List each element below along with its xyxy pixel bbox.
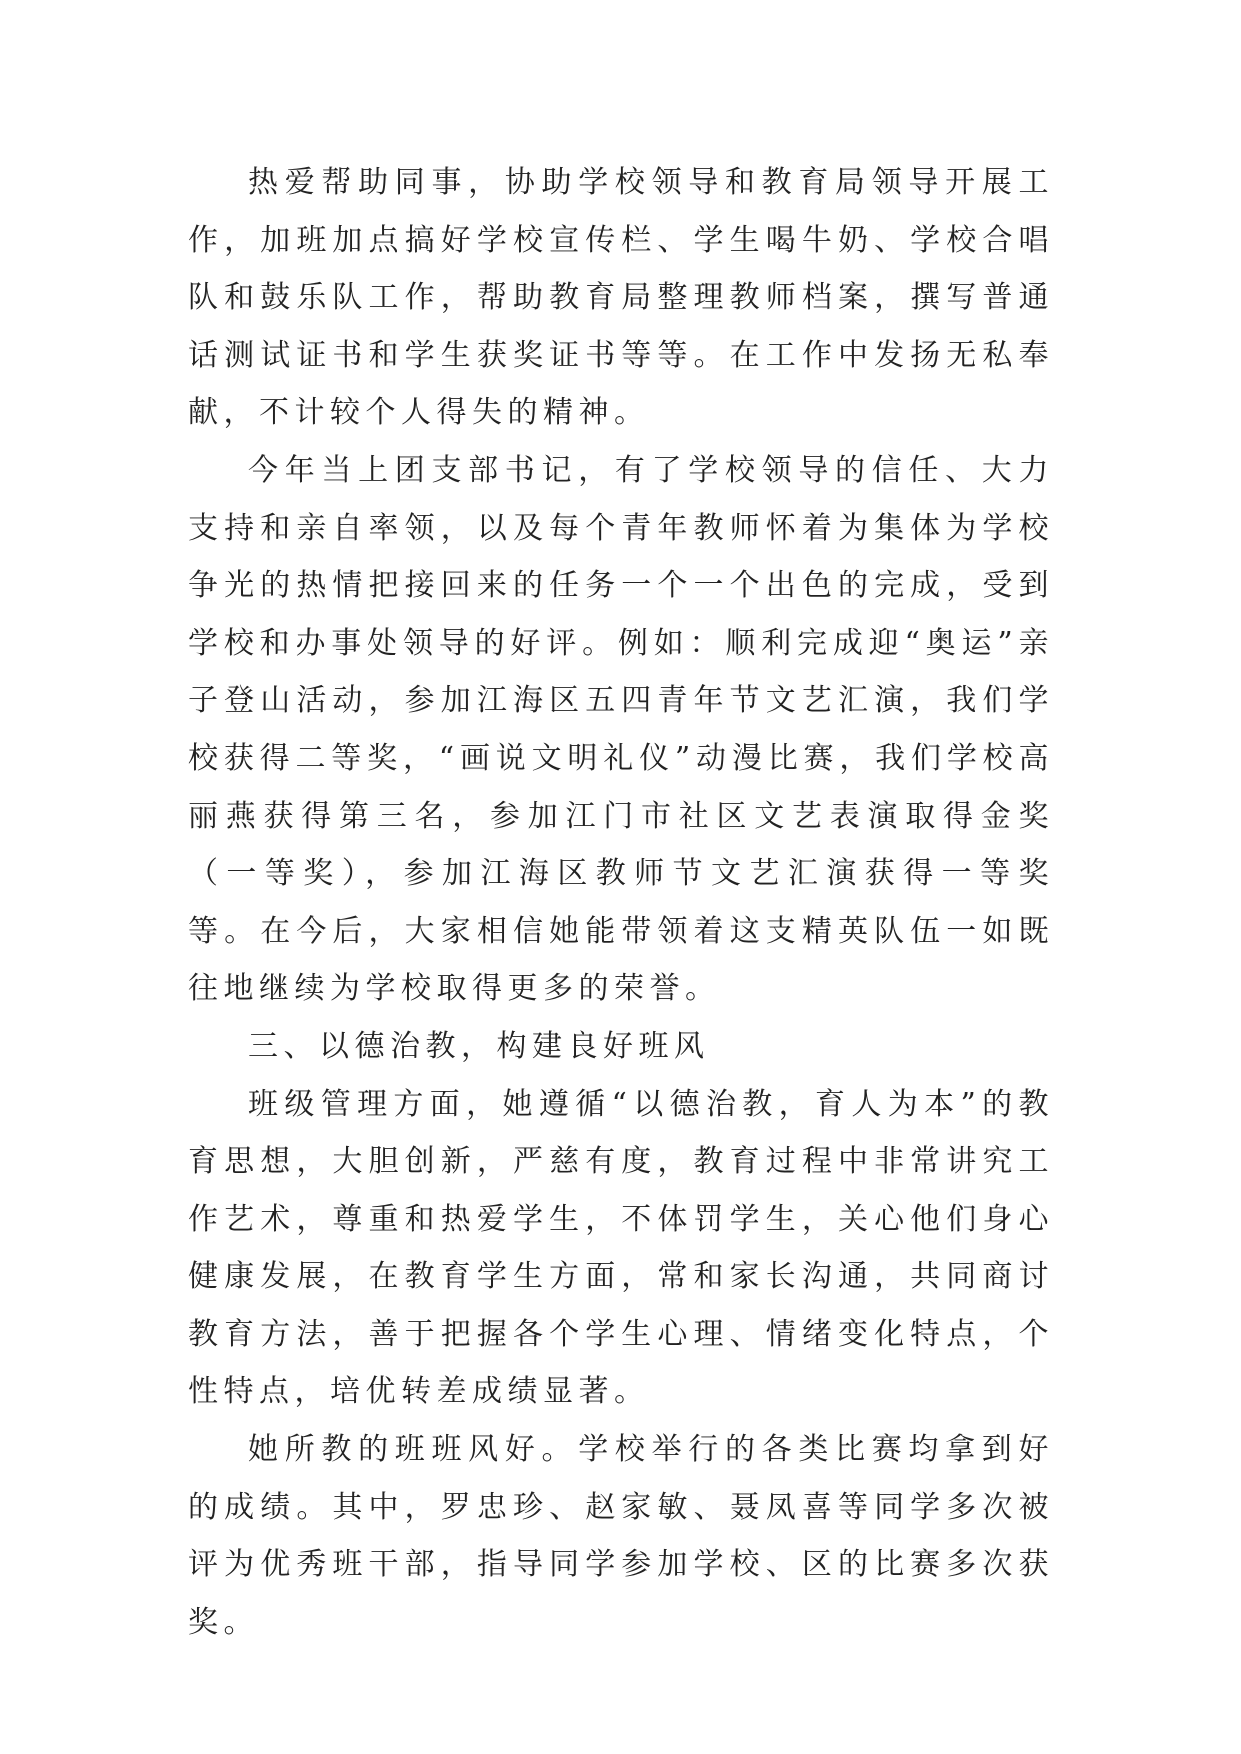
paragraph-class-management: 班级管理方面，她遵循“以德治教，育人为本”的教育思想，大胆创新，严慈有度，教育过程中非常讲究工作艺术，尊重和热爱学生，不体罚学生，关心他们身心健康发展，在教育学生方面，常和家长沟通，共同商讨教育方法，善于把握各个学生心理、情绪变化特点，个性特点，培优转差成绩显著。 <box>188 1086 1054 1410</box>
document-body <box>188 154 1054 1651</box>
paragraph-youth-league: 今年当上团支部书记，有了学校领导的信任、大力支持和亲自率领，以及每个青年教师怀着为集体为学校争光的热情把接回来的任务一个一个出色的完成，受到学校和办事处领导的好评。例如：顺利完成迎“奥运”亲子登山活动，参加江海区五四青年节文艺汇演，我们学校获得二等奖，“画说文明礼仪”动漫比赛，我们学校高丽燕获得第三名，参加江门市社区文艺表演取得金奖（一等奖），参加江海区教师节文艺汇演获得一等奖等。在今后，大家相信她能带领着这支精英队伍一如既往地继续为学校取得更多的荣誉。 <box>188 452 1054 1007</box>
paragraph-colleague-help: 热爱帮助同事，协助学校领导和教育局领导开展工作，加班加点搞好学校宣传栏、学生喝牛奶、学校合唱队和鼓乐队工作，帮助教育局整理教师档案，撰写普通话测试证书和学生获奖证书等等。在工作中发扬无私奉献，不计较个人得失的精神。 <box>188 165 1054 431</box>
paragraph-class-achievements: 她所教的班班风好。学校举行的各类比赛均拿到好的成绩。其中，罗忠珍、赵家敏、聂凤喜等同学多次被评为优秀班干部，指导同学参加学校、区的比赛多次获奖。 <box>188 1432 1054 1640</box>
section-heading-class-management: 三、以德治教，构建良好班风 <box>248 1028 710 1064</box>
